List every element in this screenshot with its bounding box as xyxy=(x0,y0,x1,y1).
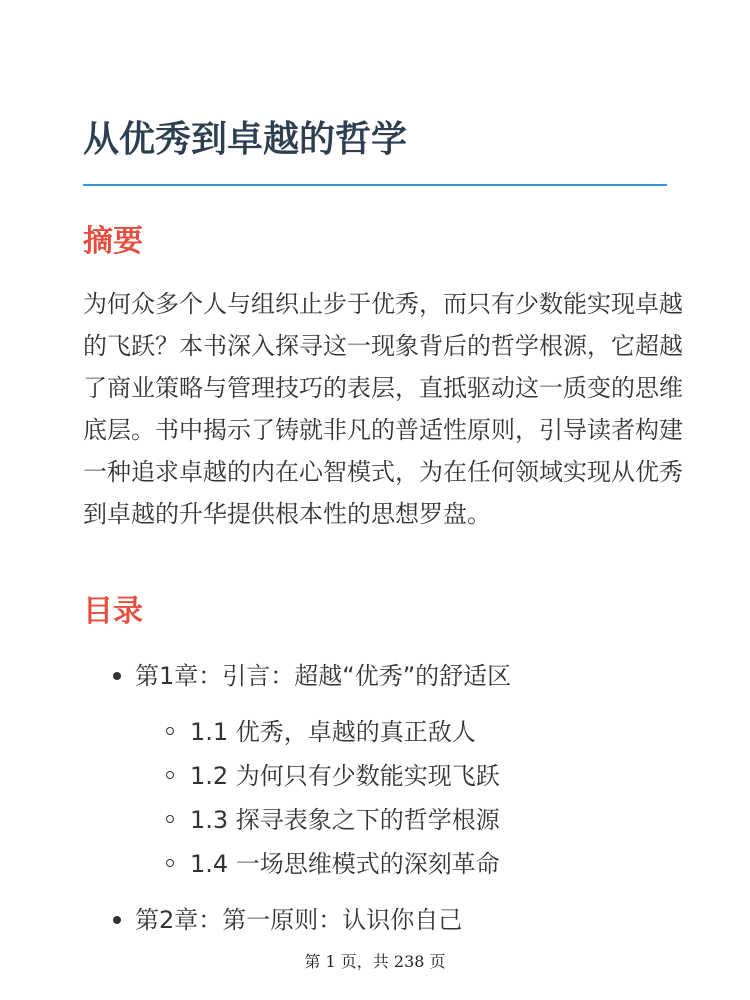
book-title: 从优秀到卓越的哲学 xyxy=(83,119,408,160)
title-divider xyxy=(83,184,667,186)
toc-section-label: 1.3 探寻表象之下的哲学根源 xyxy=(190,806,500,834)
bullet-circle-icon xyxy=(166,727,174,735)
toc-section-label: 1.1 优秀，卓越的真正敌人 xyxy=(190,718,476,746)
bullet-circle-icon xyxy=(166,815,174,823)
toc-chapter-label: 第1章：引言：超越“优秀”的舒适区 xyxy=(135,662,512,690)
summary-heading: 摘要 xyxy=(83,224,143,259)
bullet-disc-icon xyxy=(113,916,121,924)
toc-section-1-1[interactable] xyxy=(190,714,476,750)
toc-chapter-label: 第2章：第一原则：认识你自己 xyxy=(135,906,463,934)
toc-heading: 目录 xyxy=(83,594,143,629)
toc-section-1-3[interactable] xyxy=(190,802,500,838)
bullet-circle-icon xyxy=(166,859,174,867)
bullet-circle-icon xyxy=(166,771,174,779)
page-footer: 第 1 页，共 238 页 xyxy=(304,952,446,971)
toc-chapter-2[interactable] xyxy=(135,902,462,938)
toc-section-1-2[interactable] xyxy=(190,758,500,794)
toc-section-label: 1.4 一场思维模式的深刻革命 xyxy=(190,850,500,878)
summary-paragraph: 为何众多个人与组织止步于优秀，而只有少数能实现卓越的飞跃？本书深入探寻这一现象背后的哲学根源，它超越了商业策略与管理技巧的表层，直抵驱动这一质变的思维底层。书中揭示了铸就非凡的普适性原则，引导读者构建一种追求卓越的内在心智模式，为在任何领域实现从优秀到卓越的升华提供根本性的思想罗盘。 xyxy=(83,290,683,528)
toc-chapter-1[interactable] xyxy=(135,658,511,694)
toc-section-1-4[interactable] xyxy=(190,846,500,882)
bullet-disc-icon xyxy=(113,672,121,680)
toc-section-label: 1.2 为何只有少数能实现飞跃 xyxy=(190,762,500,790)
